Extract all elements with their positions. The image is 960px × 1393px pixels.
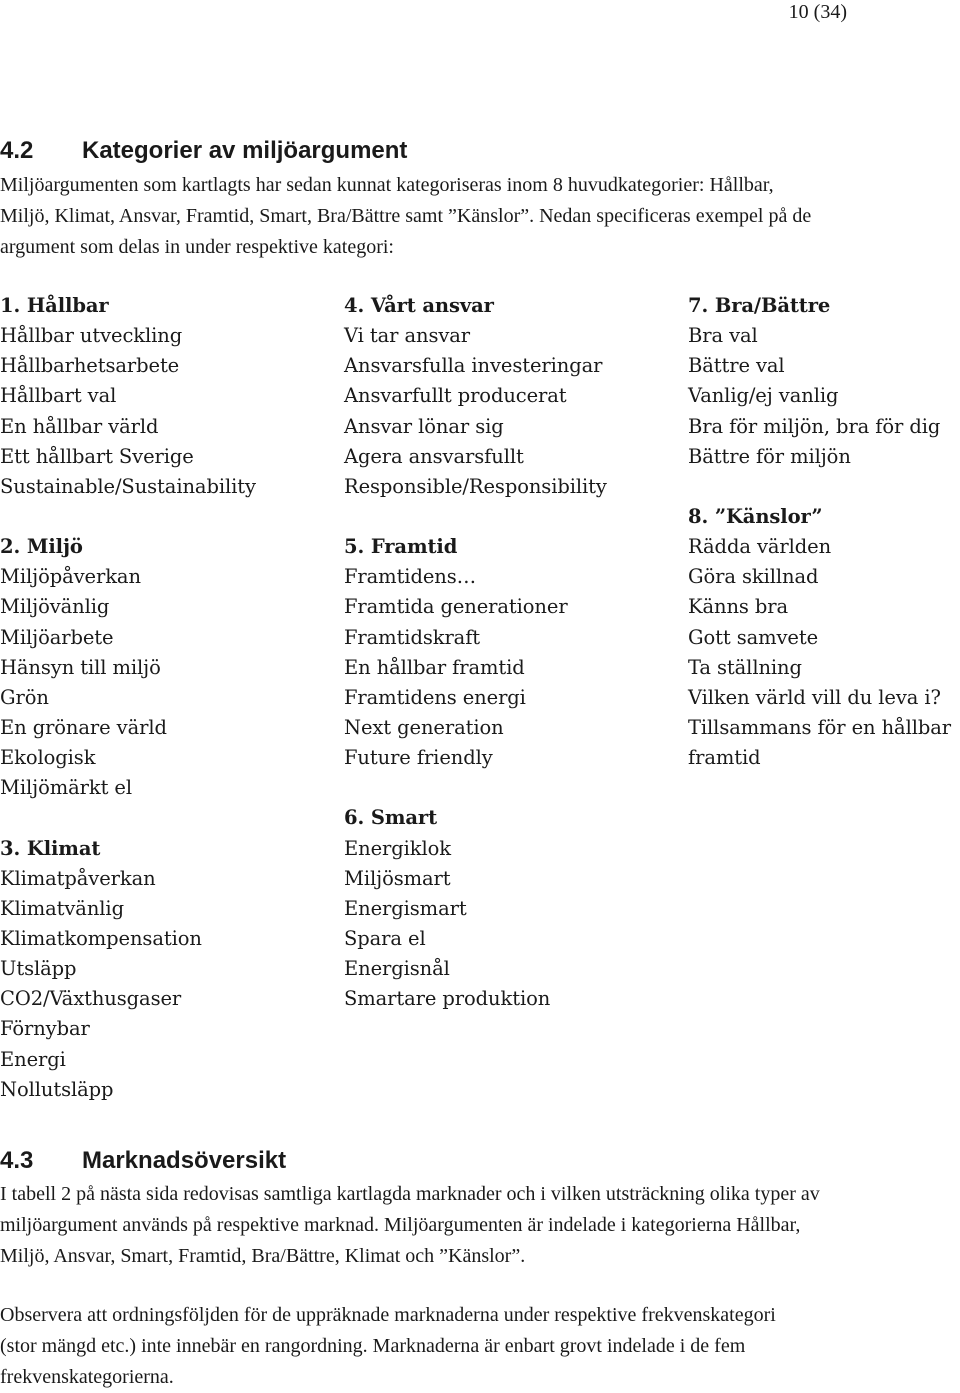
paragraph-line: Miljö, Ansvar, Smart, Framtid, Bra/Bättre, Klimat och ”Känslor”. bbox=[0, 1245, 526, 1267]
list-item: Energiklok bbox=[344, 836, 451, 860]
page-number: 10 (34) bbox=[788, 1, 847, 23]
list-item: Bättre val bbox=[688, 354, 785, 378]
section-heading-4-2 bbox=[0, 136, 407, 166]
list-item: Hållbar utveckling bbox=[0, 324, 183, 348]
paragraph-line: argument som delas in under respektive kategori: bbox=[0, 236, 394, 258]
list-item: Framtida generationer bbox=[344, 595, 568, 619]
list-item: framtid bbox=[688, 746, 761, 770]
list-item: Responsible/Responsibility bbox=[344, 474, 607, 498]
list-item: Klimatpåverkan bbox=[0, 866, 156, 890]
list-item: Smartare produktion bbox=[344, 987, 551, 1011]
list-item: Miljömärkt el bbox=[0, 776, 132, 800]
list-item: Hållbarhetsarbete bbox=[0, 354, 180, 378]
list-item: Next generation bbox=[344, 715, 504, 739]
list-item: Miljösmart bbox=[344, 866, 451, 890]
list-item: Bra val bbox=[688, 324, 758, 348]
paragraph-line: miljöargument används på respektive marknad. Miljöargumenten är indelade i kategorierna Hållbar, bbox=[0, 1214, 801, 1236]
list-item: Energisnål bbox=[344, 957, 450, 981]
list-item: Utsläpp bbox=[0, 957, 77, 981]
category-heading-miljo: 2. Miljö bbox=[0, 535, 83, 559]
list-item: Energismart bbox=[344, 896, 467, 920]
list-item: Ett hållbart Sverige bbox=[0, 444, 194, 468]
category-heading-kanslor: 8. ”Känslor” bbox=[688, 504, 823, 528]
list-item: Bättre för miljön bbox=[688, 444, 851, 468]
section-title: Kategorier av miljöargument bbox=[82, 137, 408, 164]
list-item: Klimatvänlig bbox=[0, 896, 124, 920]
list-item: Känns bra bbox=[688, 595, 789, 619]
list-item: Göra skillnad bbox=[688, 565, 819, 589]
list-item: Förnybar bbox=[0, 1017, 90, 1041]
category-heading-klimat: 3. Klimat bbox=[0, 836, 101, 860]
list-item: En grönare värld bbox=[0, 715, 167, 739]
list-item: Ekologisk bbox=[0, 746, 96, 770]
section-title: Marknadsöversikt bbox=[82, 1147, 287, 1174]
spacer bbox=[688, 472, 951, 502]
category-heading-bra-battre: 7. Bra/Bättre bbox=[688, 294, 831, 317]
list-item: Grön bbox=[0, 685, 49, 709]
spacer bbox=[0, 803, 256, 833]
list-item: Ansvar lönar sig bbox=[344, 414, 504, 438]
paragraph-line: Miljöargumenten som kartlagts har sedan kunnat kategoriseras inom 8 huvudkategorier: Hållbar, bbox=[0, 174, 774, 196]
list-item: Ansvarsfulla investeringar bbox=[344, 354, 603, 378]
list-item: Gott samvete bbox=[688, 625, 819, 649]
category-column-right bbox=[688, 291, 951, 773]
section-heading-4-3 bbox=[0, 1146, 286, 1176]
spacer bbox=[0, 502, 256, 532]
spacer bbox=[344, 502, 607, 532]
list-item: CO2/Växthusgaser bbox=[0, 987, 182, 1011]
list-item: Vilken värld vill du leva i? bbox=[688, 685, 941, 709]
list-item: Miljöarbete bbox=[0, 625, 114, 649]
list-item: Framtidskraft bbox=[344, 625, 481, 649]
list-item: En hållbar framtid bbox=[344, 655, 525, 679]
intro-paragraph bbox=[0, 170, 960, 263]
list-item: Hänsyn till miljö bbox=[0, 655, 161, 679]
paragraph-line: Miljö, Klimat, Ansvar, Framtid, Smart, Bra/Bättre samt ”Känslor”. Nedan specificeras exempel på de bbox=[0, 205, 812, 227]
list-item: Vi tar ansvar bbox=[344, 324, 471, 348]
market-paragraph-2 bbox=[0, 1300, 960, 1393]
category-heading-smart: 6. Smart bbox=[344, 806, 437, 830]
list-item: En hållbar värld bbox=[0, 414, 159, 438]
list-item: Framtidens energi bbox=[344, 685, 526, 709]
section-number: 4.3 bbox=[0, 1147, 34, 1174]
list-item: Ta ställning bbox=[688, 655, 802, 679]
spacer bbox=[344, 773, 607, 803]
list-item: Ansvarfullt producerat bbox=[344, 384, 567, 408]
paragraph-line: Observera att ordningsföljden för de uppräknade marknaderna under respektive frekvenskategori bbox=[0, 1304, 776, 1326]
list-item: Nollutsläpp bbox=[0, 1077, 114, 1101]
list-item: Sustainable/Sustainability bbox=[0, 474, 256, 498]
list-item: Future friendly bbox=[344, 746, 493, 770]
category-heading-ansvar: 4. Vårt ansvar bbox=[344, 294, 494, 317]
paragraph-line: I tabell 2 på nästa sida redovisas samtliga kartlagda marknader och i vilken utsträckning olika typer av bbox=[0, 1183, 820, 1205]
list-item: Vanlig/ej vanlig bbox=[688, 384, 839, 408]
category-column-left bbox=[0, 291, 256, 1105]
list-item: Agera ansvarsfullt bbox=[344, 444, 524, 468]
market-paragraph-1 bbox=[0, 1179, 960, 1272]
list-item: Miljövänlig bbox=[0, 595, 110, 619]
list-item: Klimatkompensation bbox=[0, 926, 202, 950]
category-heading-framtid: 5. Framtid bbox=[344, 535, 458, 559]
category-column-middle bbox=[344, 291, 607, 1014]
paragraph-line: (stor mängd etc.) inte innebär en rangordning. Marknaderna är enbart grovt indelade i de fem bbox=[0, 1335, 746, 1357]
list-item: Framtidens… bbox=[344, 565, 477, 589]
list-item: Tillsammans för en hållbar bbox=[688, 715, 951, 739]
list-item: Hållbart val bbox=[0, 384, 117, 408]
list-item: Energi bbox=[0, 1047, 66, 1071]
list-item: Rädda världen bbox=[688, 535, 832, 559]
section-number: 4.2 bbox=[0, 137, 34, 164]
paragraph-line: frekvenskategorierna. bbox=[0, 1366, 174, 1388]
list-item: Spara el bbox=[344, 926, 426, 950]
list-item: Bra för miljön, bra för dig bbox=[688, 414, 941, 438]
list-item: Miljöpåverkan bbox=[0, 565, 141, 589]
category-heading-hallbar: 1. Hållbar bbox=[0, 294, 109, 317]
